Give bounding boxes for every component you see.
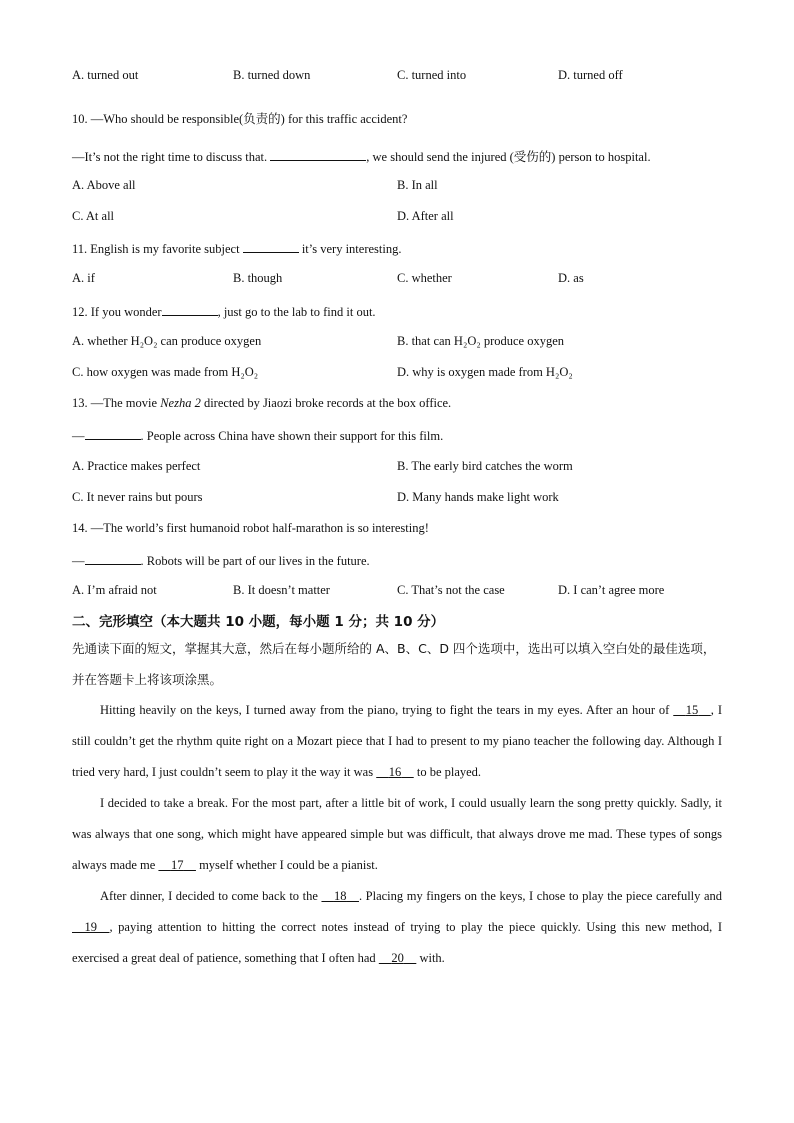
q12-blank [162,303,218,316]
q14-question: 14. —The world’s first humanoid robot half-marathon is so interesting! [72,521,429,535]
q13-q-before: 13. —The movie [72,396,161,410]
q14-blank [85,552,141,565]
q10-option-a: A. Above all [72,178,136,192]
section-instruction: 先通读下面的短文，掌握其大意，然后在每小题所给的 A、B、C、D 四个选项中，选出可以填入空白处的最佳选项，并在答题卡上将该项涂黑。 [72,641,716,687]
q10-option-c: C. At all [72,209,115,223]
q13-blank [85,427,141,440]
q14-reply: — . Robots will be part of our lives in the future. [72,554,370,568]
q12-option-d: D. why is oxygen made from H₂O₂ [397,365,573,379]
blank-18: 18 [333,889,347,903]
q13-option-d: D. Many hands make light work [397,490,559,504]
q13-movie-title: Nezha 2 [160,396,201,410]
blank-20: 20 [391,951,404,965]
q9-option-b: B. turned down [233,68,311,82]
q11-option-b: B. though [233,271,283,285]
q10-reply-before: —It’s not the right time to discuss that. [72,150,271,164]
q12-question [72,303,376,320]
q11-option-c: C. whether [397,271,452,285]
blank-15: 15 [685,703,699,717]
q11-blank [243,240,299,253]
q11-option-d: D. as [558,271,584,285]
q14-option-d: D. I can’t agree more [558,583,665,597]
q14-option-c: C. That’s not the case [397,583,505,597]
q12-before: 12. If you wonder [72,305,162,319]
q9-option-c: C. turned into [397,68,467,82]
passage-paragraph-3: After dinner, I decided to come back to the 18 . Placing my fingers on the keys, I chose to play the piece carefully and 19 , paying attention to hitting the correct notes instead of trying to play the piece quickly. Using this new method, I exercised a great deal of patience, something that I often had 20 with. [72,889,722,965]
q11-option-a: A. if [72,271,95,285]
q13-option-c: C. It never rains but pours [72,490,203,504]
passage [72,695,722,974]
blank-16: 16 [388,765,402,779]
q13-reply-after: . People across China have shown their support for this film. [140,429,444,443]
q9-option-a: A. turned out [72,68,139,82]
q13-question [72,396,451,411]
blank-17: 17 [170,858,184,872]
passage-paragraph-2: I decided to take a break. For the most part, after a little bit of work, I could usually learn the song pretty quickly. Sadly, it was always that one song, which might have appeared simple but was difficult, that always drove me mad. These types of songs always made me 17 myself whether I could be a pianist. [72,796,722,872]
section-title: 二、完形填空（本大题共 10 小题，每小题 1 分；共 10 分） [72,614,445,630]
q12-option-b: B. that can H₂O₂ produce oxygen [397,334,565,348]
q12-after: , just go to the lab to find it out. [217,305,376,319]
blank-19: 19 [84,920,97,934]
q13-option-b: B. The early bird catches the worm [397,459,573,473]
q9-option-d: D. turned off [558,68,623,82]
q10-reply [72,147,651,165]
q10-option-d: D. After all [397,209,454,223]
q10-reply-after: , we should send the injured (受伤的) person to hospital. [366,150,651,164]
q11-after: it’s very interesting. [298,242,402,256]
q14-option-b: B. It doesn’t matter [233,583,330,597]
q14-option-a: A. I’m afraid not [72,583,157,597]
q11-question [72,240,401,257]
q13-reply: — . People across China have shown their support for this film. [72,429,444,443]
q12-option-c: C. how oxygen was made from H₂O₂ [72,365,259,379]
q10-blank [270,148,366,161]
q14-reply-after: . Robots will be part of our lives in the future. [140,554,370,568]
passage-paragraph-1: Hitting heavily on the keys, I turned away from the piano, trying to fight the tears in my eyes. After an hour of 15 , I still couldn’t get the rhythm quite right on a Mozart piece that I had to present to my piano teacher the following day. Although I tried very hard, I just couldn’t seem to play it the way it was 16 to be played. [72,703,722,779]
q11-before: 11. English is my favorite subject [72,242,243,256]
q13-q-after: directed by Jiaozi broke records at the box office. [200,396,452,410]
q10-option-b: B. In all [397,178,438,192]
q12-option-a: A. whether H₂O₂ can produce oxygen [72,334,262,348]
q10-question: 10. —Who should be responsible(负责的) for this traffic accident? [72,112,408,126]
q13-option-a: A. Practice makes perfect [72,459,201,473]
